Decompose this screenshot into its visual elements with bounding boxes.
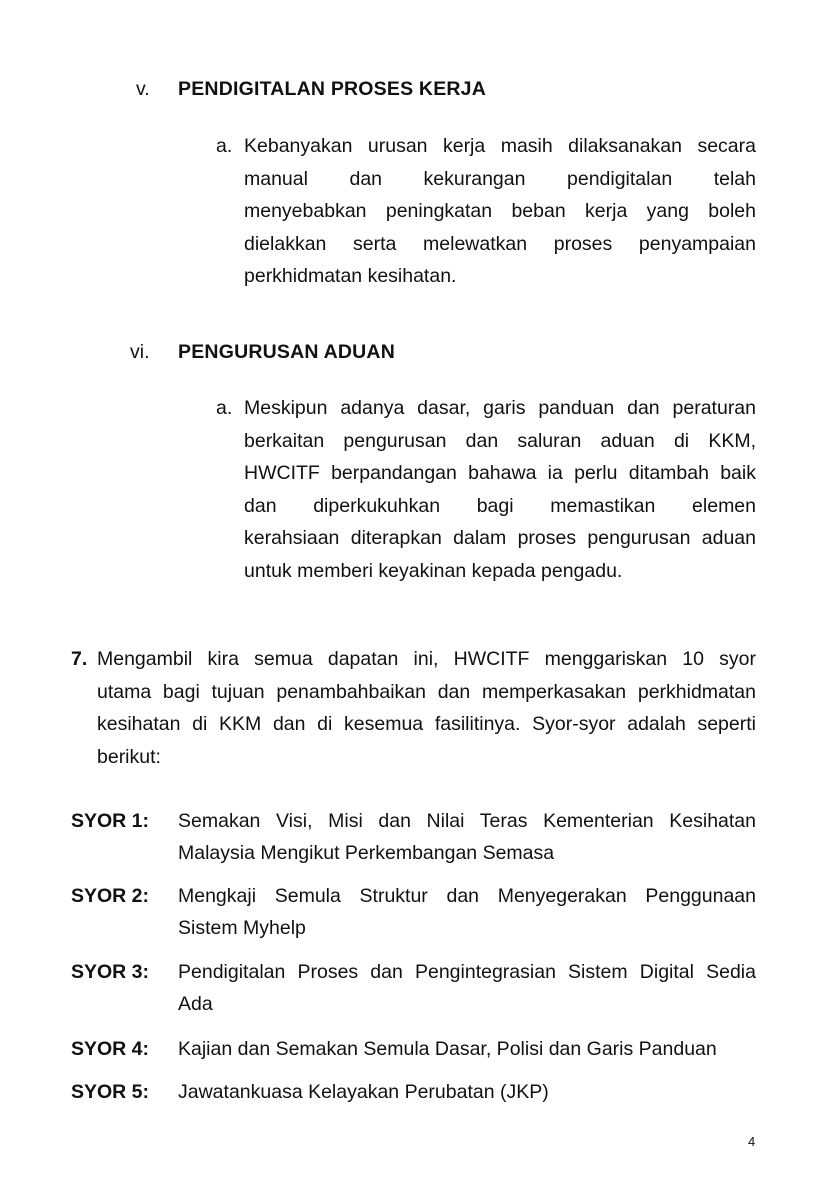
recommendation-label: SYOR 3: [71,961,150,983]
recommendation-text: Ada [178,993,213,1015]
section-title: PENGURUSAN ADUAN [178,341,395,363]
body-line: menyebabkan peningkatan beban kerja yang boleh [244,200,756,222]
body-line: utama bagi tujuan penambahbaikan dan memperkasakan perkhidmatan [97,681,756,703]
body-line: dan diperkukuhkan bagi memastikan elemen [244,495,756,517]
recommendation-text: Kajian dan Semakan Semula Dasar, Polisi dan Garis Panduan [178,1038,717,1060]
recommendation-text: Malaysia Mengikut Perkembangan Semasa [178,842,555,864]
body-line: untuk memberi keyakinan kepada pengadu. [244,560,623,582]
body-line: kesihatan di KKM dan di kesemua fasilitinya. Syor-syor adalah seperti [97,713,756,735]
recommendation-text: Semakan Visi, Misi dan Nilai Teras Kementerian Kesihatan [178,810,756,832]
item-label: a. [216,135,233,157]
section-numeral: vi. [130,341,150,363]
recommendation-label: SYOR 1: [71,810,150,832]
body-line: HWCITF berpandangan bahawa ia perlu ditambah baik [244,462,756,484]
item-label: a. [216,397,233,419]
body-line: perkhidmatan kesihatan. [244,265,457,287]
body-line: kerahsiaan diterapkan dalam proses pengurusan aduan [244,527,756,549]
body-line: manual dan kekurangan pendigitalan telah [244,168,756,190]
recommendation-text: Jawatankuasa Kelayakan Perubatan (JKP) [178,1081,549,1103]
recommendation-label: SYOR 2: [71,885,150,907]
paragraph-number: 7. [71,648,88,670]
recommendation-label: SYOR 4: [71,1038,150,1060]
body-line: Mengambil kira semua dapatan ini, HWCITF menggariskan 10 syor [97,648,756,670]
body-line: berikut: [97,746,161,768]
body-line: dielakkan serta melewatkan proses penyampaian [244,233,756,255]
recommendation-text: Sistem Myhelp [178,917,306,939]
body-line: Meskipun adanya dasar, garis panduan dan peraturan [244,397,756,419]
section-title: PENDIGITALAN PROSES KERJA [178,78,487,100]
body-line: berkaitan pengurusan dan saluran aduan di KKM, [244,430,756,452]
body-line: Kebanyakan urusan kerja masih dilaksanakan secara [244,135,756,157]
recommendation-text: Mengkaji Semula Struktur dan Menyegerakan Penggunaan [178,885,756,907]
recommendation-label: SYOR 5: [71,1081,150,1103]
page-number: 4 [748,1134,756,1149]
section-numeral: v. [136,78,150,100]
recommendation-text: Pendigitalan Proses dan Pengintegrasian Sistem Digital Sedia [178,961,756,983]
